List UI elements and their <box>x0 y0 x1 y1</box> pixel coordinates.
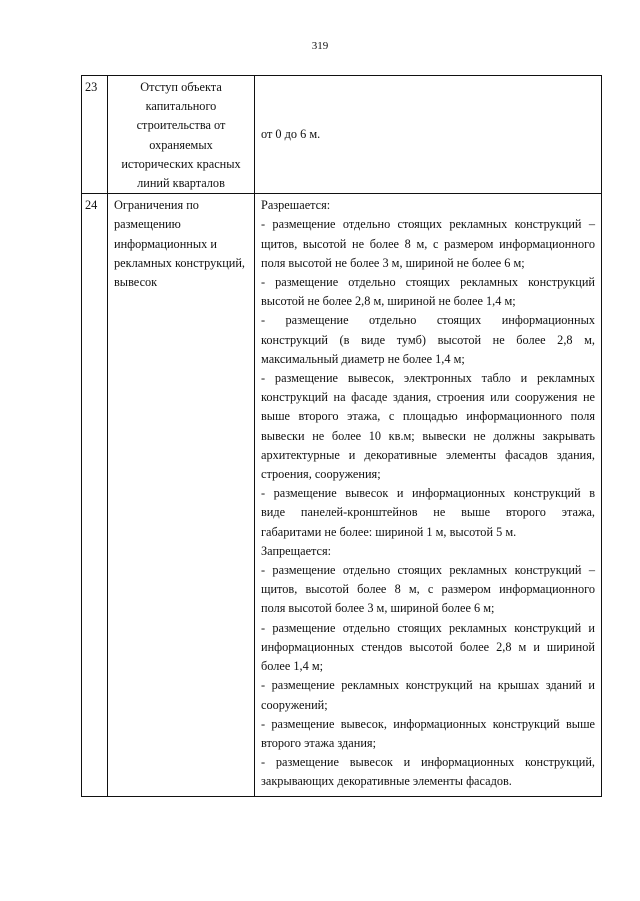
row-name-line: рекламных конструкций, <box>114 255 246 270</box>
row-name <box>108 194 255 796</box>
text-line: высотой не более 2,8 м, шириной не более 1,4 м; <box>261 294 516 309</box>
row-name-line: информационных и <box>114 236 217 251</box>
text-line: максимальный диаметр не более 1,4 м; <box>261 351 465 366</box>
row-name <box>108 76 255 194</box>
row-name-line: охраняемых <box>149 137 213 152</box>
text-line: виде панелей-кронштейнов не выше второго этажа, <box>261 505 595 520</box>
text-line: закрывающих декоративные элементы фасадов. <box>261 774 512 789</box>
allowed-item <box>261 484 595 542</box>
text-line: выше второго этажа, с площадью информационного поля <box>261 409 595 424</box>
text-line: более 1,4 м; <box>261 659 324 674</box>
row-name-line: размещению <box>114 217 181 232</box>
forbidden-item <box>261 561 595 619</box>
text-line: - размещение отдельно стоящих информационных <box>261 313 595 328</box>
forbidden-heading: Запрещается: <box>261 543 332 558</box>
row-number: 23 <box>82 76 108 194</box>
text-line: вывески не более 10 кв.м; вывески не должны закрывать <box>261 428 595 443</box>
row-name-line: линий кварталов <box>137 176 225 191</box>
forbidden-item <box>261 753 595 791</box>
table-row <box>82 194 602 796</box>
text-line: - размещение вывесок, электронных табло и рекламных <box>261 371 595 386</box>
text-line: второго этажа здания; <box>261 735 376 750</box>
table-row <box>82 76 602 194</box>
text-line: поля высотой более 3 м, шириной более 6 м; <box>261 601 495 616</box>
text-line: поля высотой не более 3 м, шириной не более 6 м; <box>261 255 525 270</box>
text-line: строения, сооружения; <box>261 467 381 482</box>
row-number: 24 <box>82 194 108 796</box>
allowed-item <box>261 311 595 369</box>
row-value <box>255 194 602 796</box>
text-line: конструкций на фасаде здания, строения или сооружения не <box>261 390 595 405</box>
row-value: от 0 до 6 м. <box>255 76 602 194</box>
forbidden-item <box>261 715 595 753</box>
text-line: габаритами не более: шириной 1 м, высотой 5 м. <box>261 524 517 539</box>
text-line: конструкций (в виде тумб) высотой не более 2,8 м, <box>261 332 595 347</box>
text-line: - размещение отдельно стоящих рекламных конструкций <box>261 275 595 290</box>
page-number: 319 <box>311 40 329 52</box>
allowed-item <box>261 215 595 273</box>
regulations-table <box>81 75 602 797</box>
allowed-item <box>261 369 595 484</box>
text-line: информационных стендов высотой более 2,8 м и шириной <box>261 639 595 654</box>
allowed-item <box>261 273 595 311</box>
text-line: щитов, высотой не более 8 м, с размером информационного <box>261 236 595 251</box>
text-line: сооружений; <box>261 697 328 712</box>
allowed-heading: Разрешается: <box>261 198 331 213</box>
text-line: щитов, высотой более 8 м, с размером информационного <box>261 582 595 597</box>
text-line: - размещение рекламных конструкций на крышах зданий и <box>261 678 595 693</box>
text-line: - размещение вывесок и информационных конструкций в <box>261 486 595 501</box>
row-name-line: капитального <box>145 99 217 114</box>
forbidden-item <box>261 676 595 714</box>
row-name-line: строительства от <box>136 118 226 133</box>
text-line: - размещение вывесок и информационных конструкций, <box>261 755 595 770</box>
text-line: - размещение отдельно стоящих рекламных конструкций и <box>261 620 595 635</box>
text-line: - размещение вывесок, информационных конструкций выше <box>261 716 595 731</box>
text-line: - размещение отдельно стоящих рекламных конструкций – <box>261 563 595 578</box>
text-line: - размещение отдельно стоящих рекламных конструкций – <box>261 217 595 232</box>
row-name-line: исторических красных <box>121 156 241 171</box>
row-name-line: Отступ объекта <box>140 80 222 94</box>
text-line: архитектурные и декоративные элементы фасадов здания, <box>261 447 595 462</box>
row-name-line: Ограничения по <box>114 198 199 213</box>
row-name-line: вывесок <box>114 275 158 290</box>
forbidden-item <box>261 619 595 677</box>
